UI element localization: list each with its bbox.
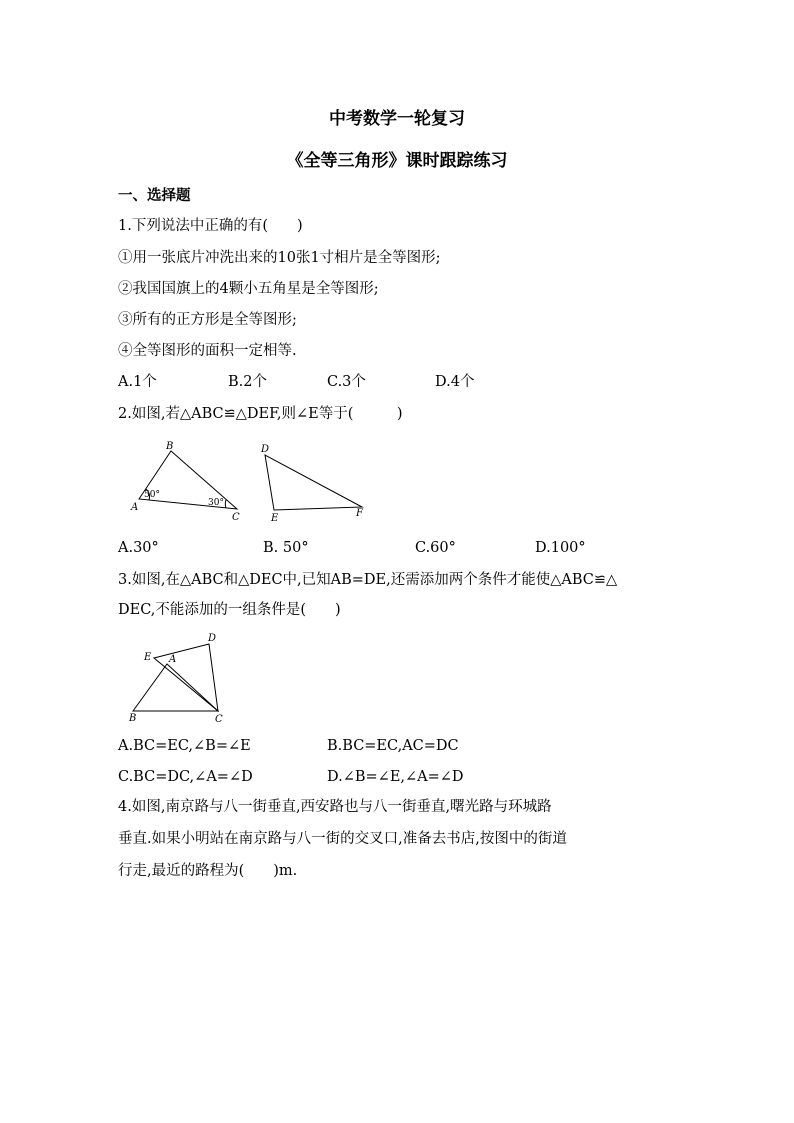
q4-line-1: 4.如图,南京路与八一街垂直,西安路也与八一街垂直,曙光路与环城路 xyxy=(118,799,552,815)
q3-option-b: B.BC=EC,AC=DC xyxy=(327,738,459,754)
section-heading: 一、选择题 xyxy=(118,187,191,204)
label-d: D xyxy=(208,633,217,644)
q4-line-3: 行走,最近的路程为( )m. xyxy=(118,863,298,879)
triangle-dec xyxy=(154,644,218,711)
q1-option-d: D.4个 xyxy=(435,374,475,390)
q4-line-2: 垂直.如果小明站在南京路与八一街的交叉口,准备去书店,按图中的街道 xyxy=(118,831,567,847)
q1-option-a: A.1个 xyxy=(118,374,157,390)
q1-stem: 1.下列说法中正确的有( ) xyxy=(118,218,303,234)
document-title: 中考数学一轮复习 xyxy=(329,109,465,129)
label-e: E xyxy=(271,513,279,524)
label-b: B xyxy=(129,713,137,724)
q2-option-b: B. 50° xyxy=(263,540,309,556)
angle-label-a: 50° xyxy=(144,490,160,500)
q1-item-1: ①用一张底片冲洗出来的10张1寸相片是全等图形; xyxy=(118,250,441,266)
document-subtitle: 《全等三角形》课时跟踪练习 xyxy=(286,151,508,171)
label-f: F xyxy=(356,508,363,519)
q1-option-c: C.3个 xyxy=(327,374,366,390)
q3-stem-line-1: 3.如图,在△ABC和△DEC中,已知AB=DE,还需添加两个条件才能使△ABC≌△ xyxy=(118,572,618,588)
label-c: C xyxy=(232,512,240,523)
q3-option-a: A.BC=EC,∠B=∠E xyxy=(118,738,251,754)
q1-option-b: B.2个 xyxy=(228,374,267,390)
q1-item-3: ③所有的正方形是全等图形; xyxy=(118,312,297,328)
q3-stem-line-2: DEC,不能添加的一组条件是( ) xyxy=(118,602,341,618)
label-b: B xyxy=(166,441,174,452)
q3-option-c: C.BC=DC,∠A=∠D xyxy=(118,769,253,785)
q1-item-2: ②我国国旗上的4颗小五角星是全等图形; xyxy=(118,281,379,297)
q2-stem: 2.如图,若△ABC≌△DEF,则∠E等于( ) xyxy=(118,406,403,422)
label-e: E xyxy=(144,652,152,663)
q2-option-c: C.60° xyxy=(415,540,456,556)
triangle-abc xyxy=(133,664,218,711)
q1-item-4: ④全等图形的面积一定相等. xyxy=(118,343,297,359)
q2-option-d: D.100° xyxy=(535,540,586,556)
q3-option-d: D.∠B=∠E,∠A=∠D xyxy=(327,769,464,785)
label-c: C xyxy=(215,714,223,725)
q2-option-a: A.30° xyxy=(118,540,159,556)
angle-label-c: 30° xyxy=(208,498,224,508)
label-a: A xyxy=(169,654,177,665)
label-d: D xyxy=(261,444,270,455)
label-a: A xyxy=(131,502,139,513)
